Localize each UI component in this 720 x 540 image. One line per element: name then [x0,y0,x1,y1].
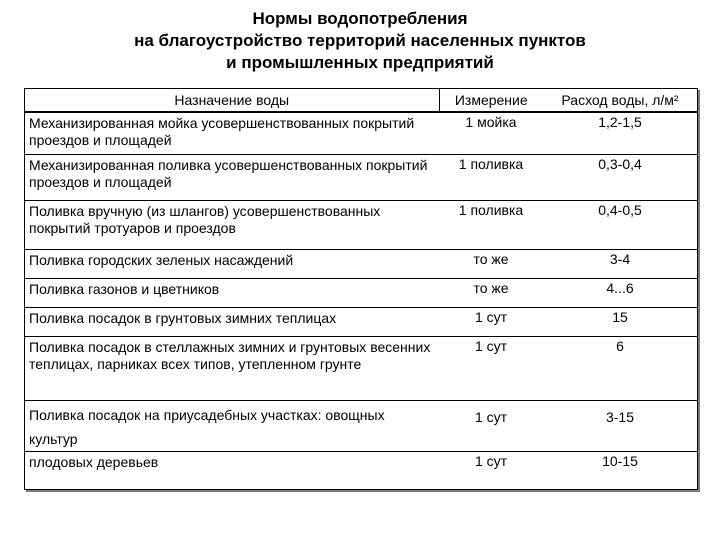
cell-purpose: Механизированная мойка усовершенствованных покрытий проездов и площадей [29,115,415,148]
cell-rate: 0,3-0,4 [598,155,642,172]
table-row [25,278,697,307]
cell-unit: 1 мойка [465,114,517,130]
header-rate: Расход воды, л/м² [561,91,679,108]
cell-purpose: Поливка вручную (из шлангов) усовершенствованных покрытий тротуаров и проездов [29,202,381,236]
cell-unit: то же [473,250,509,267]
cell-unit: 1 сут [474,337,508,354]
cell-purpose: Поливка посадок в грунтовых зимних теплицах [29,309,337,326]
cell-rate: 4...6 [606,279,634,296]
table-header-row [25,89,697,112]
cell-purpose: плодовых деревьев [29,453,159,470]
cell-rate: 10-15 [602,452,638,469]
table-row [25,249,697,278]
page-title [0,8,720,74]
table-row [25,112,697,154]
title-line-3: и промышленных предприятий [226,53,494,72]
water-norms-table [24,88,698,490]
table-row [25,154,697,200]
cell-unit: 1 поливка [458,201,524,218]
table-row [25,200,697,249]
cell-purpose: Поливка посадок в стеллажных зимних и грунтовых весенних теплицах, парниках всех типов, утепленном грунте [29,338,431,372]
cell-rate: 1,2-1,5 [598,114,642,130]
cell-purpose: Механизированная поливка усовершенствованных покрытий проездов и площадей [29,156,428,190]
title-line-2: на благоустройство территорий населенных пунктов [134,31,586,50]
cell-unit: 1 сут [474,308,508,325]
header-purpose: Назначение воды [25,89,439,112]
cell-unit: 1 сут [474,408,508,425]
cell-unit: то же [473,279,509,296]
cell-rate: 3-4 [609,250,631,267]
cell-unit: 1 сут [474,452,508,469]
table-row [25,451,697,489]
cell-purpose: Поливка посадок на приусадебных участках: овощных культур [29,406,385,447]
cell-purpose: Поливка городских зеленых насаждений [29,251,294,268]
cell-unit: 1 поливка [458,155,524,172]
header-unit: Измерение [454,91,528,108]
table-row [25,307,697,336]
cell-rate: 15 [612,308,628,325]
table-row [25,336,697,400]
table-row [25,400,697,451]
cell-rate: 3-15 [605,408,635,425]
cell-purpose: Поливка газонов и цветников [29,280,220,297]
title-line-1: Нормы водопотребления [252,9,468,28]
cell-rate: 6 [616,337,624,354]
cell-rate: 0,4-0,5 [598,201,642,218]
